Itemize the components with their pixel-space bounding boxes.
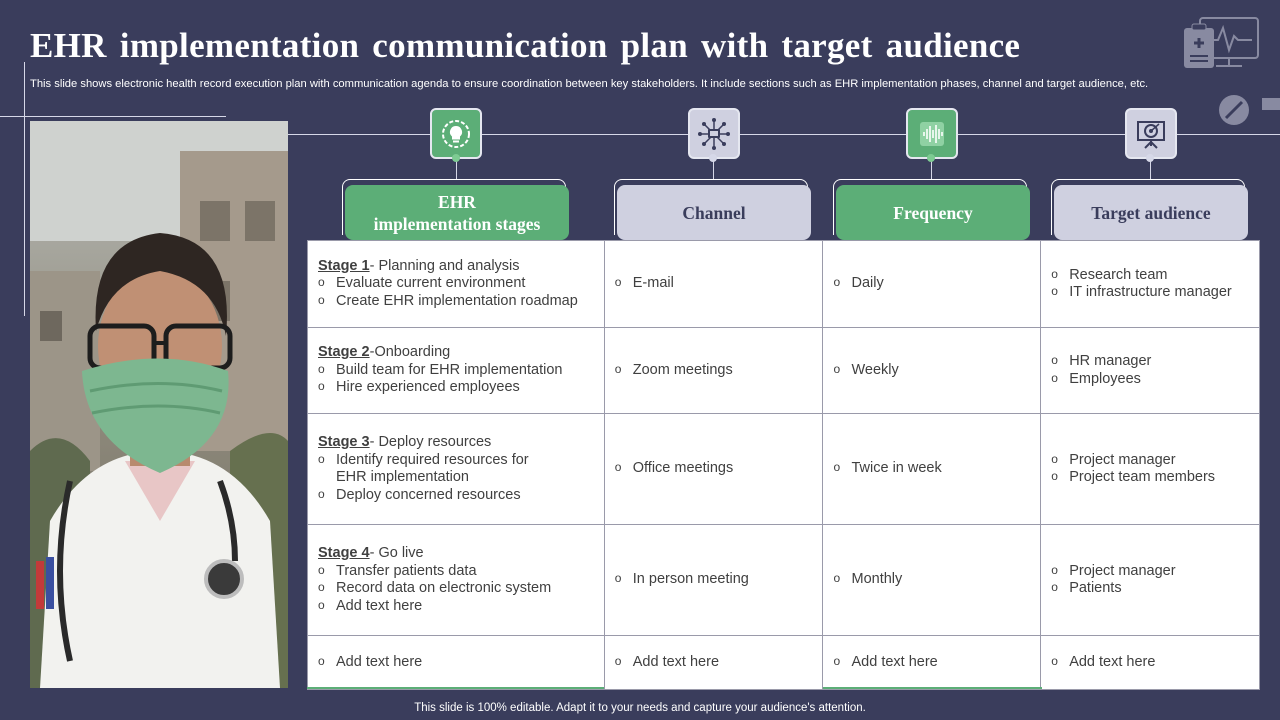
channel-value: o Office meetings xyxy=(615,460,823,478)
decorative-vertical-line xyxy=(24,62,25,316)
medical-monitor-icon xyxy=(1180,14,1280,134)
stage-number: Stage 1 xyxy=(318,257,370,274)
stage-cell xyxy=(308,241,605,328)
audience-cell xyxy=(1041,636,1260,690)
column-accent-line xyxy=(307,687,604,689)
column-accent-line xyxy=(823,687,1042,689)
frequency-value: o Weekly xyxy=(833,362,1040,380)
stage-bullet: o Evaluate current environment xyxy=(318,275,604,293)
stage-bullet: o Add text here xyxy=(318,598,604,616)
frequency-cell xyxy=(823,328,1041,414)
audience-value: o Employees xyxy=(1051,371,1259,389)
placeholder-text: o Add text here xyxy=(833,654,1040,672)
placeholder-text: o Add text here xyxy=(1051,654,1259,672)
stage-bullet: o Record data on electronic system xyxy=(318,580,604,598)
stage-title: Deploy resources xyxy=(378,434,492,450)
column-header-audience-label: Target audience xyxy=(1091,202,1211,223)
channel-cell xyxy=(604,414,823,525)
stage-number: Stage 2 xyxy=(318,344,370,361)
audience-cell xyxy=(1041,414,1260,525)
channel-cell xyxy=(604,636,823,690)
audience-cell xyxy=(1041,328,1260,414)
stage-separator: - xyxy=(369,344,375,361)
channel-value: o Zoom meetings xyxy=(615,362,823,380)
column-header-frequency-label: Frequency xyxy=(893,202,973,223)
audience-value: o IT infrastructure manager xyxy=(1051,284,1259,302)
sound-wave-icon xyxy=(906,108,958,159)
audience-value: o Project manager xyxy=(1051,452,1259,470)
audience-value: o Research team xyxy=(1051,267,1259,285)
stage-cell xyxy=(308,525,605,636)
frequency-cell xyxy=(823,525,1041,636)
slide-subtitle: This slide shows electronic health record execution plan with communication agenda to ensure coordination between key stakeholders. It include sections such as EHR implementation phases, channel and target audience, etc. xyxy=(30,78,1149,90)
channel-cell xyxy=(604,241,823,328)
column-header-frequency xyxy=(836,185,1030,240)
stage-number: Stage 3 xyxy=(318,434,370,450)
audience-value: o Patients xyxy=(1051,580,1259,598)
column-header-stages-line1: EHR xyxy=(438,191,476,212)
stage-bullet: o Build team for EHR implementation xyxy=(318,362,604,380)
audience-cell xyxy=(1041,241,1260,328)
table-row xyxy=(308,414,1260,525)
channel-cell xyxy=(604,328,823,414)
connector-dot xyxy=(927,154,935,162)
stage-title: Go live xyxy=(378,545,424,561)
column-header-stages xyxy=(345,185,569,240)
stage-bullet: o Transfer patients data xyxy=(318,563,604,581)
stage-bullet: o Identify required resources for EHR implementation xyxy=(318,452,604,487)
slide-footer: This slide is 100% editable. Adapt it to your needs and capture your audience's attention. xyxy=(414,702,866,714)
stage-cell xyxy=(308,414,605,525)
communication-plan-table xyxy=(307,240,1260,690)
connector-dot xyxy=(452,154,460,162)
stage-bullet: o Deploy concerned resources xyxy=(318,487,604,505)
column-header-channel-label: Channel xyxy=(682,202,746,223)
channel-value: o In person meeting xyxy=(615,571,823,589)
connector-dot xyxy=(1146,154,1154,162)
audience-value: o Project manager xyxy=(1051,563,1259,581)
table-row xyxy=(308,636,1260,690)
audience-cell xyxy=(1041,525,1260,636)
stage-title: Planning and analysis xyxy=(378,257,520,274)
stage-separator: - xyxy=(369,257,379,274)
stage-cell xyxy=(308,636,605,690)
audience-value: o Project team members xyxy=(1051,469,1259,487)
channel-value: o E-mail xyxy=(615,275,823,293)
frequency-cell xyxy=(823,636,1041,690)
frequency-value: o Daily xyxy=(833,275,1040,293)
frequency-value: o Monthly xyxy=(833,571,1040,589)
presentation-target-icon xyxy=(1125,108,1177,159)
column-header-audience xyxy=(1054,185,1248,240)
network-hub-icon xyxy=(688,108,740,159)
column-header-channel xyxy=(617,185,811,240)
placeholder-text: o Add text here xyxy=(318,654,604,672)
table-row xyxy=(308,241,1260,328)
decorative-horizontal-line xyxy=(0,116,226,117)
frequency-value: o Twice in week xyxy=(833,460,1040,478)
placeholder-text: o Add text here xyxy=(615,654,823,672)
column-header-stages-line2: implementation stages xyxy=(373,213,541,234)
table-row xyxy=(308,328,1260,414)
stage-bullet: o Hire experienced employees xyxy=(318,379,604,397)
channel-cell xyxy=(604,525,823,636)
stage-cell xyxy=(308,328,605,414)
stage-separator: - xyxy=(369,545,379,561)
doctor-photo xyxy=(30,121,288,688)
connector-dot xyxy=(709,154,717,162)
slide-title: EHR implementation communication plan with target audience xyxy=(30,26,1021,65)
stage-number: Stage 4 xyxy=(318,545,370,561)
table-row xyxy=(308,525,1260,636)
stage-separator: - xyxy=(369,434,379,450)
stage-bullet: o Create EHR implementation roadmap xyxy=(318,293,604,311)
audience-value: o HR manager xyxy=(1051,353,1259,371)
lightbulb-gear-icon xyxy=(430,108,482,159)
frequency-cell xyxy=(823,414,1041,525)
frequency-cell xyxy=(823,241,1041,328)
stage-title: Onboarding xyxy=(374,344,451,361)
